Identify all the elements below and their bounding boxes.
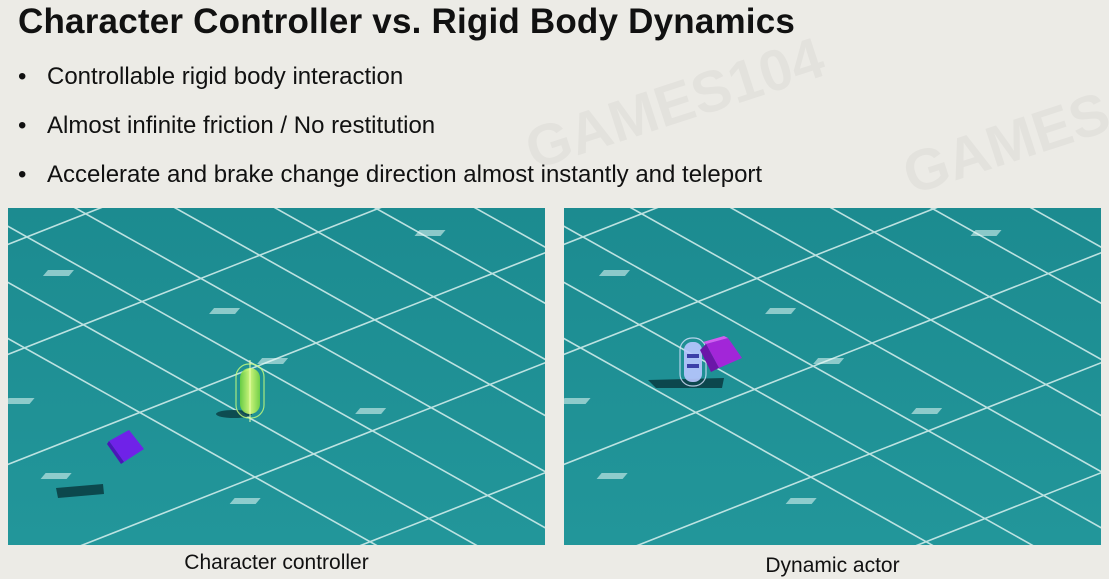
watermark	[895, 79, 1109, 208]
dynamic-actor-image	[564, 208, 1101, 545]
character-controller-image	[8, 208, 545, 545]
bullet-text: Controllable rigid body interaction	[47, 63, 404, 90]
bullet-dot: •	[18, 112, 27, 139]
bullet-text: Accelerate and brake change direction almost instantly and teleport	[47, 161, 763, 188]
figure-caption-right: Dynamic actor	[765, 554, 900, 577]
slide-title: Character Controller vs. Rigid Body Dynamics	[18, 2, 796, 41]
bullet-dot: •	[18, 63, 27, 90]
bullet-text: Almost infinite friction / No restitution	[47, 112, 436, 139]
figure-caption-left: Character controller	[184, 551, 369, 574]
bullet-dot: •	[18, 161, 27, 188]
